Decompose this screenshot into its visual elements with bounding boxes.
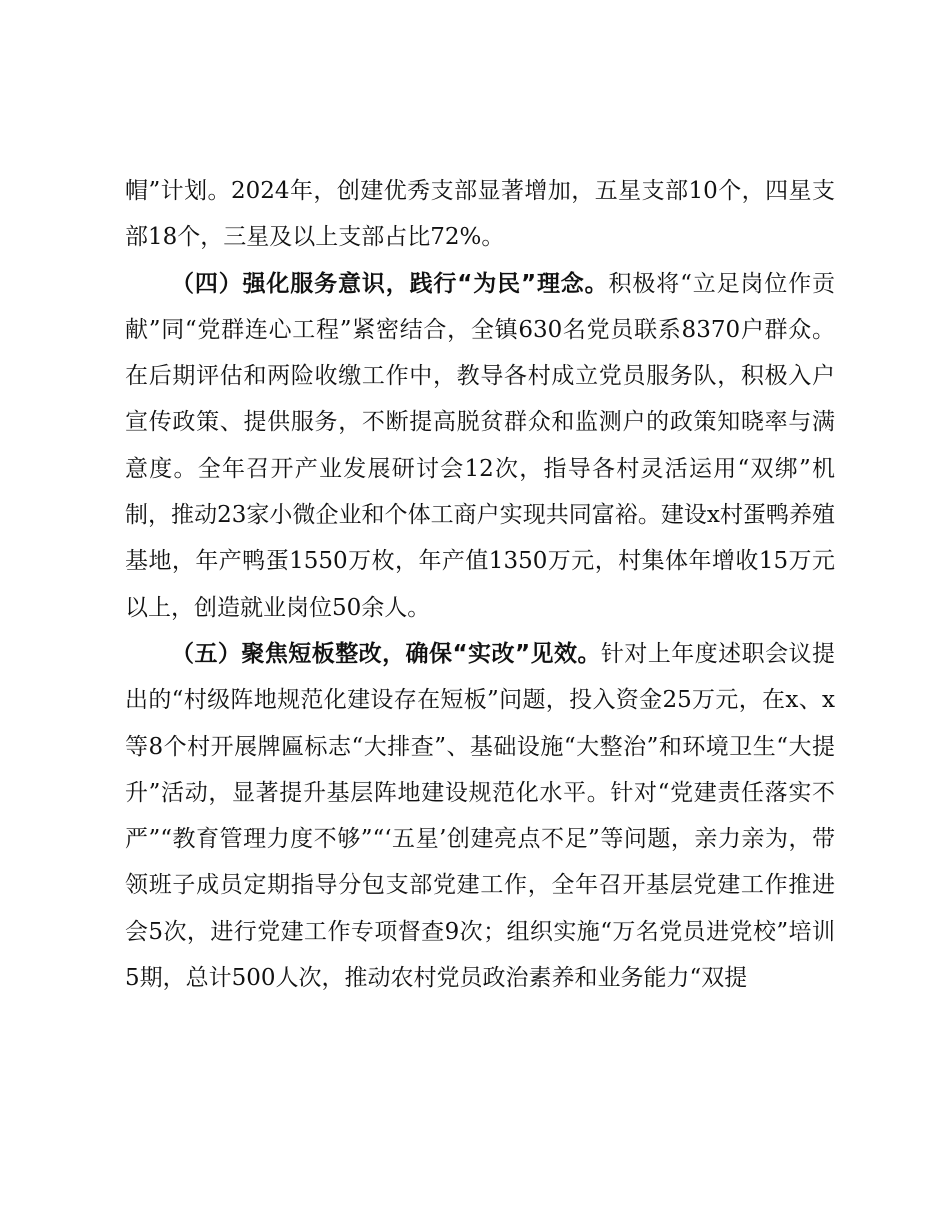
paragraph-body: 积极将“立足岗位作贡献”同“党群连心工程”紧密结合，全镇630名党员联系8370户群众。在后期评估和两险收缴工作中，教导各村成立党员服务队，积极入户宣传政策、提供服务，不断提高脱贫群众和监测户的政策知晓率与满意度。全年召开产业发展研讨会12次，指导各村灵活运用“双绑”机制，推动23家小微企业和个体工商户实现共同富裕。建设x村蛋鸭养殖基地，年产鸭蛋1550万枚，年产值1350万元，村集体年增收15万元以上，创造就业岗位50余人。 (125, 270, 836, 621)
paragraph-body: 帽”计划。2024年，创建优秀支部显著增加，五星支部10个，四星支部18个，三星及以上支部占比72%。 (125, 178, 835, 251)
document-page (125, 168, 835, 1001)
section-heading: （四）强化服务意识，践行“为民”理念。 (171, 270, 609, 297)
paragraph-body: 针对上年度述职会议提出的“村级阵地规范化建设存在短板”问题，投入资金25万元，在x、x等8个村开展牌匾标志“大排查”、基础设施“大整治”和环境卫生“大提升”活动，显著提升基层阵地建设规范化水平。针对“党建责任落实不严”“教育管理力度不够”“‘五星’创建亮点不足”等问题，亲力亲为，带领班子成员定期指导分包支部党建工作，全年召开基层党建工作推进会5次，进行党建工作专项督查9次；组织实施“万名党员进党校”培训5期，总计500人次，推动农村党员政治素养和业务能力“双提 (125, 640, 836, 992)
paragraph-continuation (125, 168, 835, 261)
paragraph-section-4 (125, 261, 835, 631)
section-heading: （五）聚焦短板整改，确保“实改”见效。 (171, 640, 601, 667)
paragraph-section-5 (125, 631, 835, 1001)
